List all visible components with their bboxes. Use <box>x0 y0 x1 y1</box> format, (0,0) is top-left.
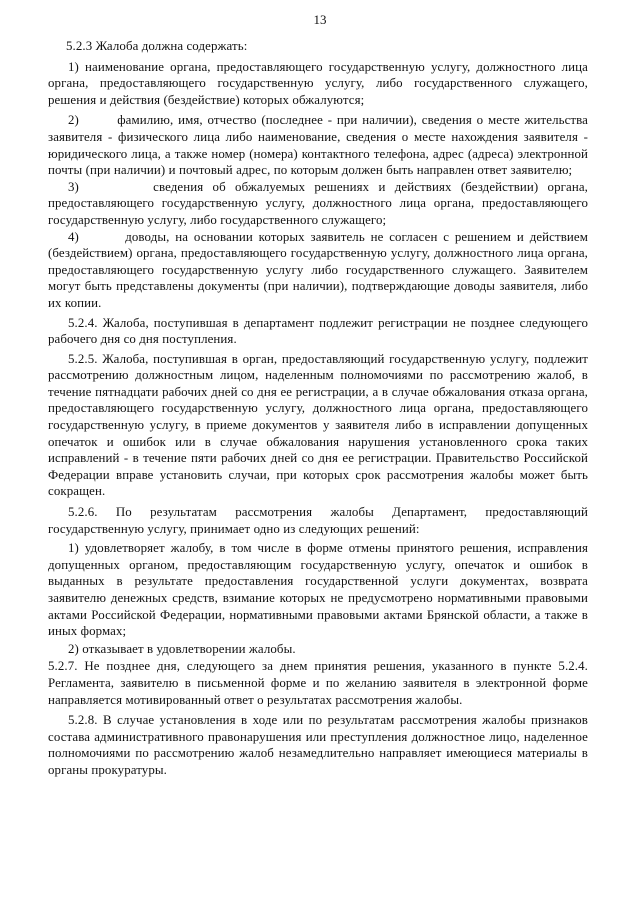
paragraph-item-2: 2) фамилию, имя, отчество (последнее - при наличии), сведения о месте жительства заявителя - физического лица либо наименование, сведения о месте нахождения заявителя - юридического лица, а также номер (номера) контактного телефона, адрес (адреса) электронной почты (при наличии) и почтовый адрес, по которым должен быть направлен ответ заявителю; <box>48 113 592 178</box>
paragraph-5-2-6-item-1: 1) удовлетворяет жалобу, в том числе в форме отмены принятого решения, исправления допущенных органом, предоставляющим государственную услугу, опечаток и ошибок в выданных в результате предоставления государственной услуги документах, возврата заявителю денежных средств, взимание которых не предусмотрено нормативными правовыми актами Российской Федерации, нормативными правовыми актами Брянской области, а также в иных формах; <box>48 541 588 639</box>
paragraph-item-1: 1) наименование органа, предоставляющего государственную услугу, должностного лица органа, предоставляющего государственную услугу, либо государственного служащего, решения и действия (бездействие) которых обжалуются; <box>48 59 588 107</box>
paragraph-5-2-4: 5.2.4. Жалоба, поступившая в департамент подлежит регистрации не позднее следующего рабочего дня со дня поступления. <box>48 315 588 347</box>
paragraph-5-2-7: 5.2.7. Не позднее дня, следующего за днем принятия решения, указанного в пункте 5.2.4. Регламента, заявителю в письменной форме и по желанию заявителя в электронной форме направляется мотивированный ответ о результатах рассмотрения жалобы. <box>48 659 588 707</box>
paragraph-5-2-3-heading: 5.2.3 Жалоба должна содержать: <box>66 39 248 53</box>
page-number: 13 <box>313 12 327 27</box>
document-body <box>48 38 592 779</box>
paragraph-5-2-8: 5.2.8. В случае установления в ходе или по результатам рассмотрения жалобы признаков состава административного правонарушения или преступления должностное лицо, наделенное полномочиями по рассмотрению жалоб незамедлительно направляет имеющиеся материалы в органы прокуратуры. <box>48 713 588 777</box>
paragraph-item-4: 4) доводы, на основании которых заявитель не согласен с решением и действием (бездействием) органа, предоставляющего государственную услугу, должностного лица органа, предоставляющего государственную услугу либо государственного служащего. Заявителем могут быть представлены документы (при наличии), подтверждающие доводы заявителя, либо их копии. <box>48 229 592 310</box>
paragraph-5-2-5: 5.2.5. Жалоба, поступившая в орган, предоставляющий государственную услугу, подлежит рассмотрению должностным лицом, наделенным полномочиями по рассмотрению жалоб, в течение пятнадцати рабочих дней со дня ее регистрации, а в случае обжалования отказа органа, предоставляющего государственную услугу, должностного лица органа, предоставляющего государственную услугу, в приеме документов у заявителя либо в исправлении допущенных опечаток и ошибок или в случае обжалования нарушения установленного срока таких исправлений - в течение пяти рабочих дней со дня ее регистрации. Правительство Российской Федерации вправе установить случаи, при которых срок рассмотрения жалобы может быть сокращен. <box>48 351 588 499</box>
paragraph-5-2-6-item-2: 2) отказывает в удовлетворении жалобы. <box>68 641 296 656</box>
paragraph-item-3: 3) сведения об обжалуемых решениях и действиях (бездействии) органа, предоставляющего государственную услугу, должностного лица органа, предоставляющего государственную услугу, либо государственного служащего; <box>48 179 592 227</box>
paragraph-5-2-6: 5.2.6. По результатам рассмотрения жалобы Департамент, предоставляющий государственную услугу, принимает одно из следующих решений: <box>48 505 588 536</box>
